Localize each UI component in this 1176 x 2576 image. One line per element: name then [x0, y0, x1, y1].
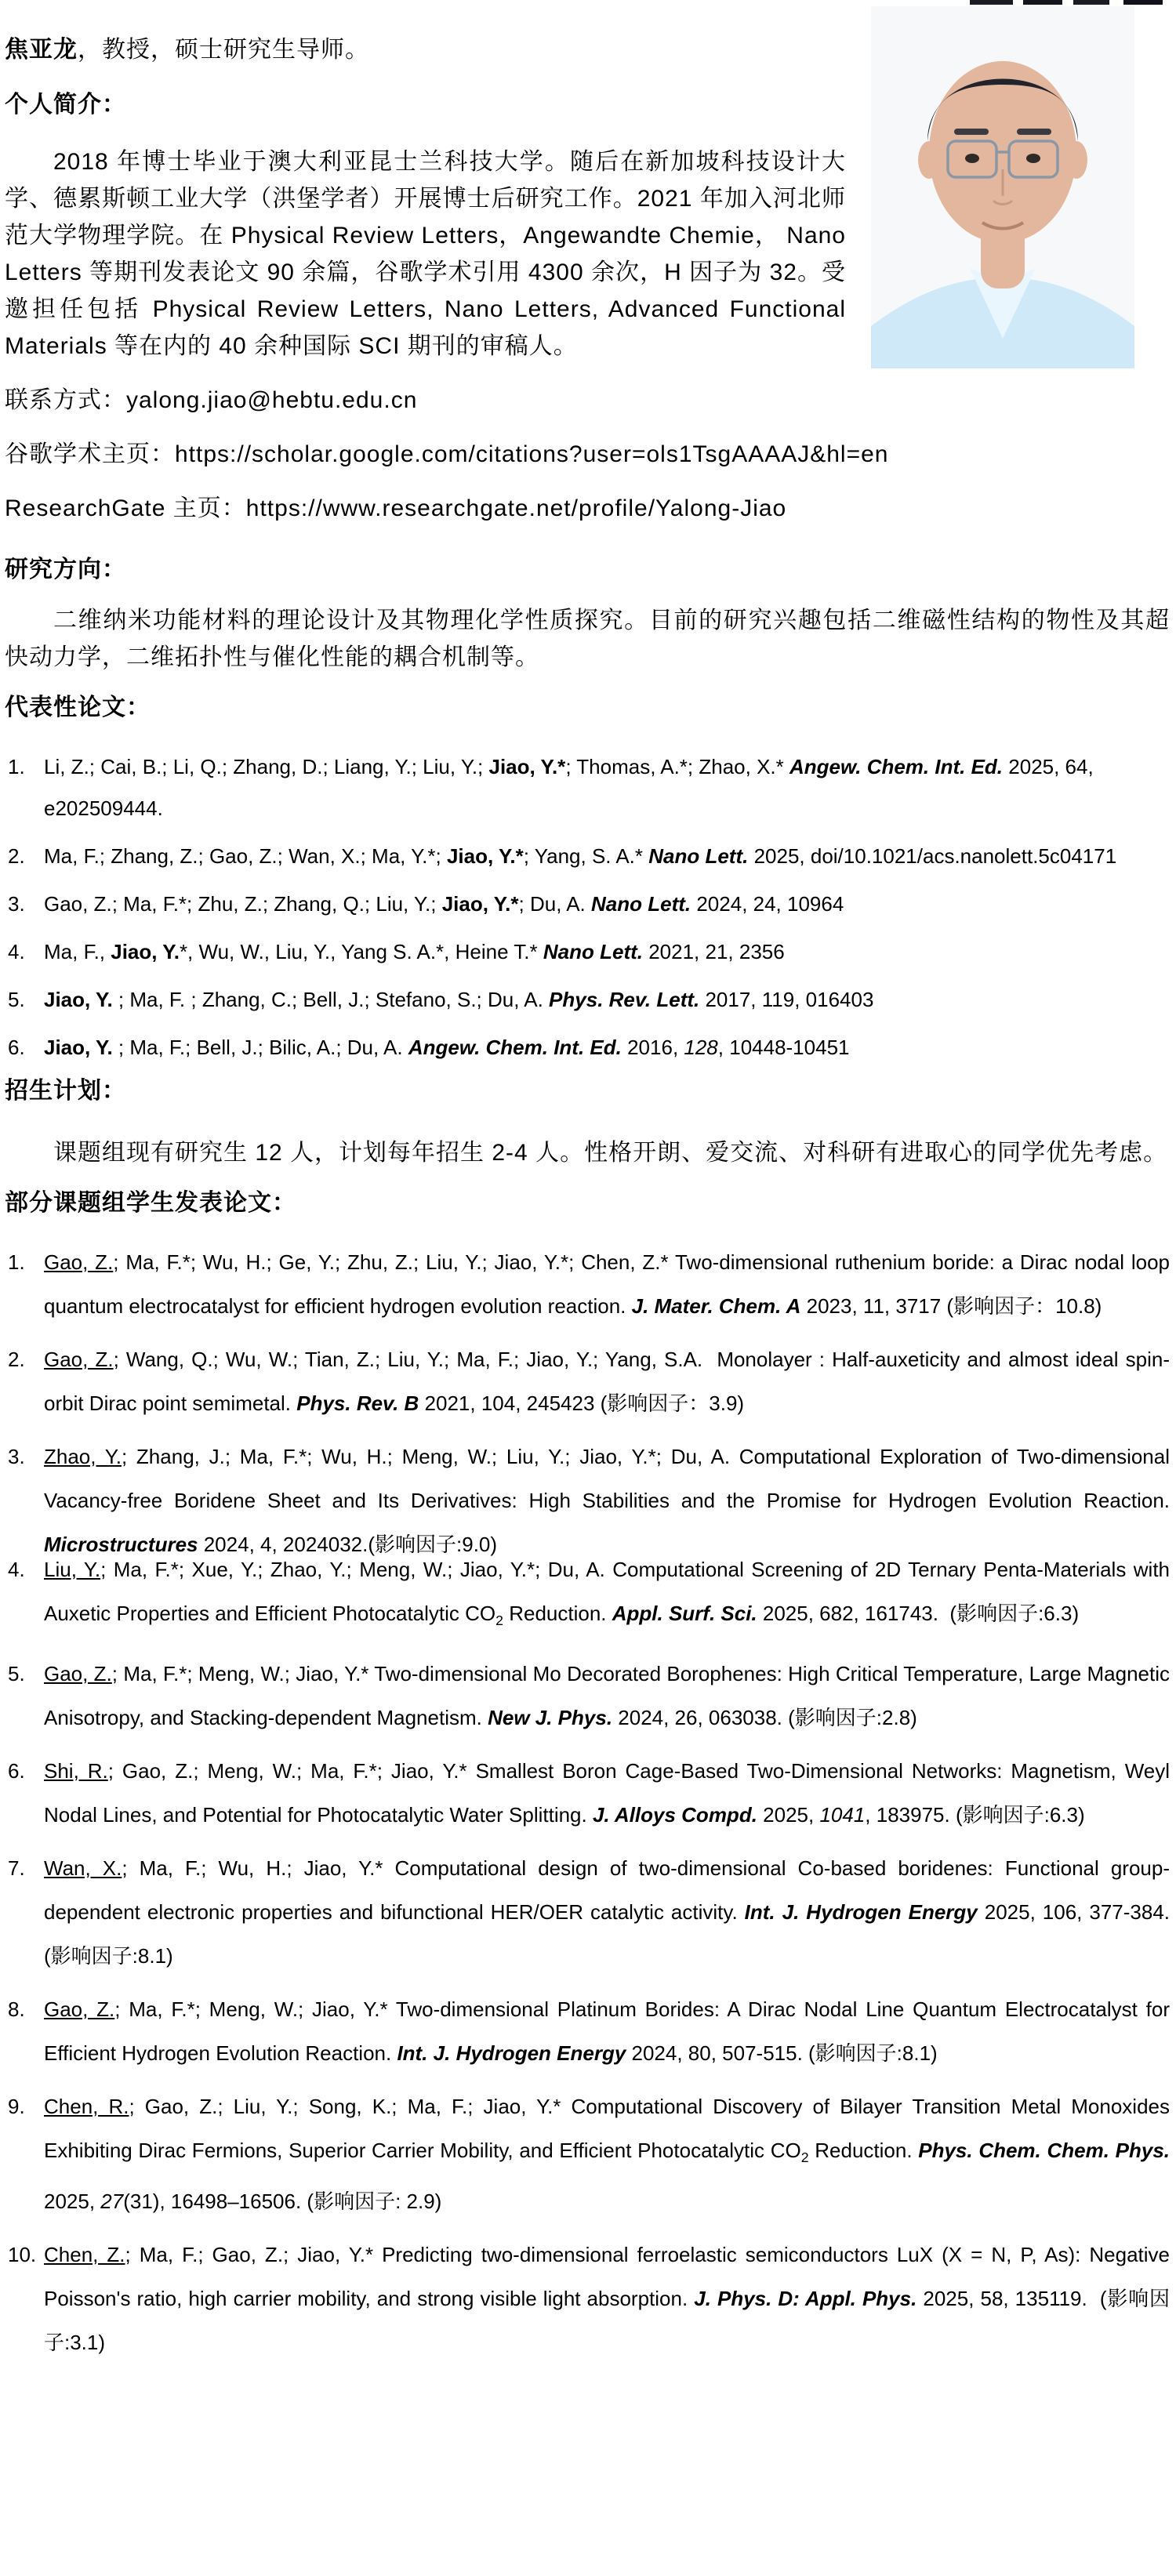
researchgate-line — [5, 490, 1170, 527]
publication-item — [5, 2233, 1170, 2364]
publication-item — [5, 1652, 1170, 1740]
publication-number: 4. — [8, 1558, 25, 1581]
publication-citation: Gao, Z.; Wang, Q.; Wu, W.; Tian, Z.; Liu, Y.; Ma, F.; Jiao, Y.; Yang, S.A. Monolayer : Half-auxeticity and almost ideal spin-orbit Dirac point semimetal. Phys. Rev. B 2021, 104, 245423 (影响因子：3.9) — [44, 1348, 1170, 1415]
publication-citation: Liu, Y.; Ma, F.*; Xue, Y.; Zhao, Y.; Meng, W.; Jiao, Y.*; Du, A. Computational Screening of 2D Ternary Penta-Materials with Auxetic Properties and Efficient Photocatalytic $CO_2$ Reduction. Appl. Surf. Sci. 2025, 682, 161743. (影响因子:6.3) — [44, 1558, 1171, 1629]
researchgate-url[interactable]: https://www.researchgate.net/profile/Yalong-Jiao — [245, 495, 787, 521]
student-publication-list — [5, 1240, 1170, 2364]
profile-photo — [871, 6, 1134, 368]
section-heading-research: 研究方向： — [5, 557, 126, 582]
publication-number: 7. — [8, 1856, 25, 1881]
top-edge-artifact — [970, 0, 1163, 5]
publication-citation: Wan, X.; Ma, F.; Wu, H.; Jiao, Y.* Computational design of two-dimensional Co-based boridenes: Functional group-dependent electronic properties and bifunctional HER/OER catalytic activity. Int. J. Hydrogen Energy 2025, 106, 377-384. (影响因子:8.1) — [44, 1856, 1171, 1968]
publication-citation: Gao, Z.; Ma, F.*; Meng, W.; Jiao, Y.* Two-dimensional Mo Decorated Borophenes: High Critical Temperature, Large Magnetic Anisotropy, and Stacking-dependent Magnetism. New J. Phys. 2024, 26, 063038. (影响因子:2.8) — [44, 1662, 1170, 1730]
publication-number: 6. — [8, 1036, 25, 1059]
contact-email[interactable]: yalong.jiao@hebtu.edu.cn — [126, 387, 418, 413]
section-heading-representative-publications: 代表性论文： — [5, 695, 151, 720]
publication-citation: Li, Z.; Cai, B.; Li, Q.; Zhang, D.; Liang, Y.; Liu, Y.; Jiao, Y.*; Thomas, A.*; Zhao, X.* Angew. Chem. Int. Ed. 2025, 64, e202509444. — [44, 755, 1094, 820]
publication-number: 6. — [8, 1759, 25, 1783]
publication-number: 1. — [8, 1250, 25, 1274]
publication-item — [5, 1027, 1170, 1068]
publication-item — [5, 746, 1170, 829]
profile-title: ，教授，硕士研究生导师。 — [78, 37, 369, 63]
publication-citation: Gao, Z.; Ma, F.*; Zhu, Z.; Zhang, Q.; Liu, Y.; Jiao, Y.*; Du, A. Nano Lett. 2024, 24, 10964 — [44, 892, 844, 916]
publication-number: 3. — [8, 892, 25, 916]
publication-number: 5. — [8, 1662, 25, 1686]
scholar-line — [5, 436, 1170, 473]
scholar-url[interactable]: https://scholar.google.com/citations?user=ols1TsgAAAAJ&hl=en — [175, 441, 889, 467]
publication-number: 3. — [8, 1445, 25, 1468]
publication-number: 4. — [8, 940, 25, 963]
portrait-illustration — [871, 6, 1134, 368]
publication-number: 9. — [8, 2095, 25, 2119]
section-heading-student-publications: 部分课题组学生发表论文： — [5, 1190, 296, 1216]
contact-label: 联系方式： — [5, 387, 126, 413]
section-heading-recruitment: 招生计划： — [5, 1078, 126, 1104]
publication-item — [5, 2084, 1170, 2223]
publication-item — [5, 883, 1170, 925]
contact-line — [5, 382, 1170, 419]
publication-item — [5, 979, 1170, 1021]
section-heading-bio: 个人简介： — [5, 92, 126, 118]
publication-citation: Jiao, Y. ; Ma, F.; Bell, J.; Bilic, A.; Du, A. Angew. Chem. Int. Ed. 2016, 128, 10448-10451 — [44, 1036, 850, 1059]
publication-item — [5, 1547, 1170, 1642]
publication-item — [5, 836, 1170, 877]
publication-item — [5, 1987, 1170, 2075]
right-eyebrow — [1017, 129, 1051, 135]
scholar-label: 谷歌学术主页： — [5, 441, 175, 467]
publication-citation: Ma, F.; Zhang, Z.; Gao, Z.; Wan, X.; Ma, Y.*; Jiao, Y.*; Yang, S. A.* Nano Lett. 2025, doi/10.1021/acs.nanolett.5c04171 — [44, 844, 1117, 868]
publication-item — [5, 1337, 1170, 1425]
intro-section — [5, 36, 1170, 527]
recruitment-paragraph: 课题组现有研究生 12 人，计划每年招生 2-4 人。性格开朗、爱交流、对科研有进取心的同学优先考虑。 — [53, 1140, 1168, 1166]
publication-citation: Jiao, Y. ; Ma, F. ; Zhang, C.; Bell, J.; Stefano, S.; Du, A. Phys. Rev. Lett. 2017, 119, 016403 — [44, 988, 874, 1011]
publication-number: 5. — [8, 988, 25, 1011]
publication-number: 1. — [8, 755, 25, 778]
publication-citation: Chen, R.; Gao, Z.; Liu, Y.; Song, K.; Ma, F.; Jiao, Y.* Computational Discovery of Bilayer Transition Metal Monoxides Exhibiting Dirac Fermions, Superior Carrier Mobility, and Efficient Photocatalytic $CO_2$ Reduction. Phys. Chem. Chem. Phys. 2025, 27(31), 16498–16506. (影响因子: 2.9) — [44, 2095, 1171, 2214]
representative-publication-list — [5, 746, 1170, 1068]
publication-item — [5, 1240, 1170, 1328]
publication-number: 2. — [8, 1348, 25, 1371]
publication-item — [5, 1435, 1170, 1566]
publication-citation: Gao, Z.; Ma, F.*; Wu, H.; Ge, Y.; Zhu, Z.; Liu, Y.; Jiao, Y.*; Chen, Z.* Two-dimensional ruthenium boride: a Dirac nodal loop quantum electrocatalyst for efficient hydrogen evolution reaction. J. Mater. Chem. A 2023, 11, 3717 (影响因子：10.8) — [44, 1250, 1170, 1318]
publication-number: 2. — [8, 844, 25, 868]
right-eye — [1026, 154, 1040, 163]
publication-citation: Gao, Z.; Ma, F.*; Meng, W.; Jiao, Y.* Two-dimensional Platinum Borides: A Dirac Nodal Line Quantum Electrocatalyst for Efficient Hydrogen Evolution Reaction. Int. J. Hydrogen Energy 2024, 80, 507-515. (影响因子:8.1) — [44, 1997, 1170, 2066]
publication-item — [5, 931, 1170, 973]
bio-paragraph: 2018 年博士毕业于澳大利亚昆士兰科技大学。随后在新加坡科技设计大学、德累斯顿工业大学（洪堡学者）开展博士后研究工作。2021 年加入河北师范大学物理学院。在 Physical Review Letters，Angewandte Chemie， Nano Letters 等期刊发表论文 90 余篇，谷歌学术引用 4300 余次，H 因子为 32。受邀担任包括 Physical Review Letters, Nano Letters, Advanced Functional Materials 等在内的 40 余种国际 SCI 期刊的审稿人。 — [5, 149, 846, 359]
research-paragraph: 二维纳米功能材料的理论设计及其物理化学性质探究。目前的研究兴趣包括二维磁性结构的物性及其超快动力学，二维拓扑性与催化性能的耦合机制等。 — [5, 608, 1170, 670]
researchgate-label: ResearchGate 主页： — [5, 495, 246, 521]
publication-item — [5, 1749, 1170, 1837]
publication-citation: Ma, F., Jiao, Y.*, Wu, W., Liu, Y., Yang S. A.*, Heine T.* Nano Lett. 2021, 21, 2356 — [44, 940, 785, 963]
left-eye — [965, 154, 979, 163]
profile-name: 焦亚龙 — [5, 37, 78, 63]
left-eyebrow — [954, 129, 989, 135]
publication-number: 8. — [8, 1997, 25, 2022]
publication-citation: Shi, R.; Gao, Z.; Meng, W.; Ma, F.*; Jiao, Y.* Smallest Boron Cage-Based Two-Dimensional Networks: Magnetism, Weyl Nodal Lines, and Potential for Photocatalytic Water Splitting. J. Alloys Compd. 2025, 1041, 183975. (影响因子:6.3) — [44, 1759, 1171, 1827]
publication-item — [5, 1846, 1170, 1978]
publication-citation: Chen, Z.; Ma, F.; Gao, Z.; Jiao, Y.* Predicting two-dimensional ferroelastic semiconductors LuX (X = N, P, As): Negative Poisson's ratio, high carrier mobility, and strong visible light absorption. J. Phys. D: Appl. Phys. 2025, 58, 135119. (影响因子:3.1) — [44, 2243, 1170, 2355]
publication-citation: Zhao, Y.; Zhang, J.; Ma, F.*; Wu, H.; Meng, W.; Liu, Y.; Jiao, Y.*; Du, A. Computational Exploration of Two-dimensional Vacancy-free Boridene Sheet and Its Derivatives: High Stabilities and the Promise for Hydrogen Evolution Reaction. Microstructures 2024, 4, 2024032.(影响因子:9.0) — [44, 1445, 1171, 1556]
publication-number: 10. — [8, 2243, 37, 2267]
